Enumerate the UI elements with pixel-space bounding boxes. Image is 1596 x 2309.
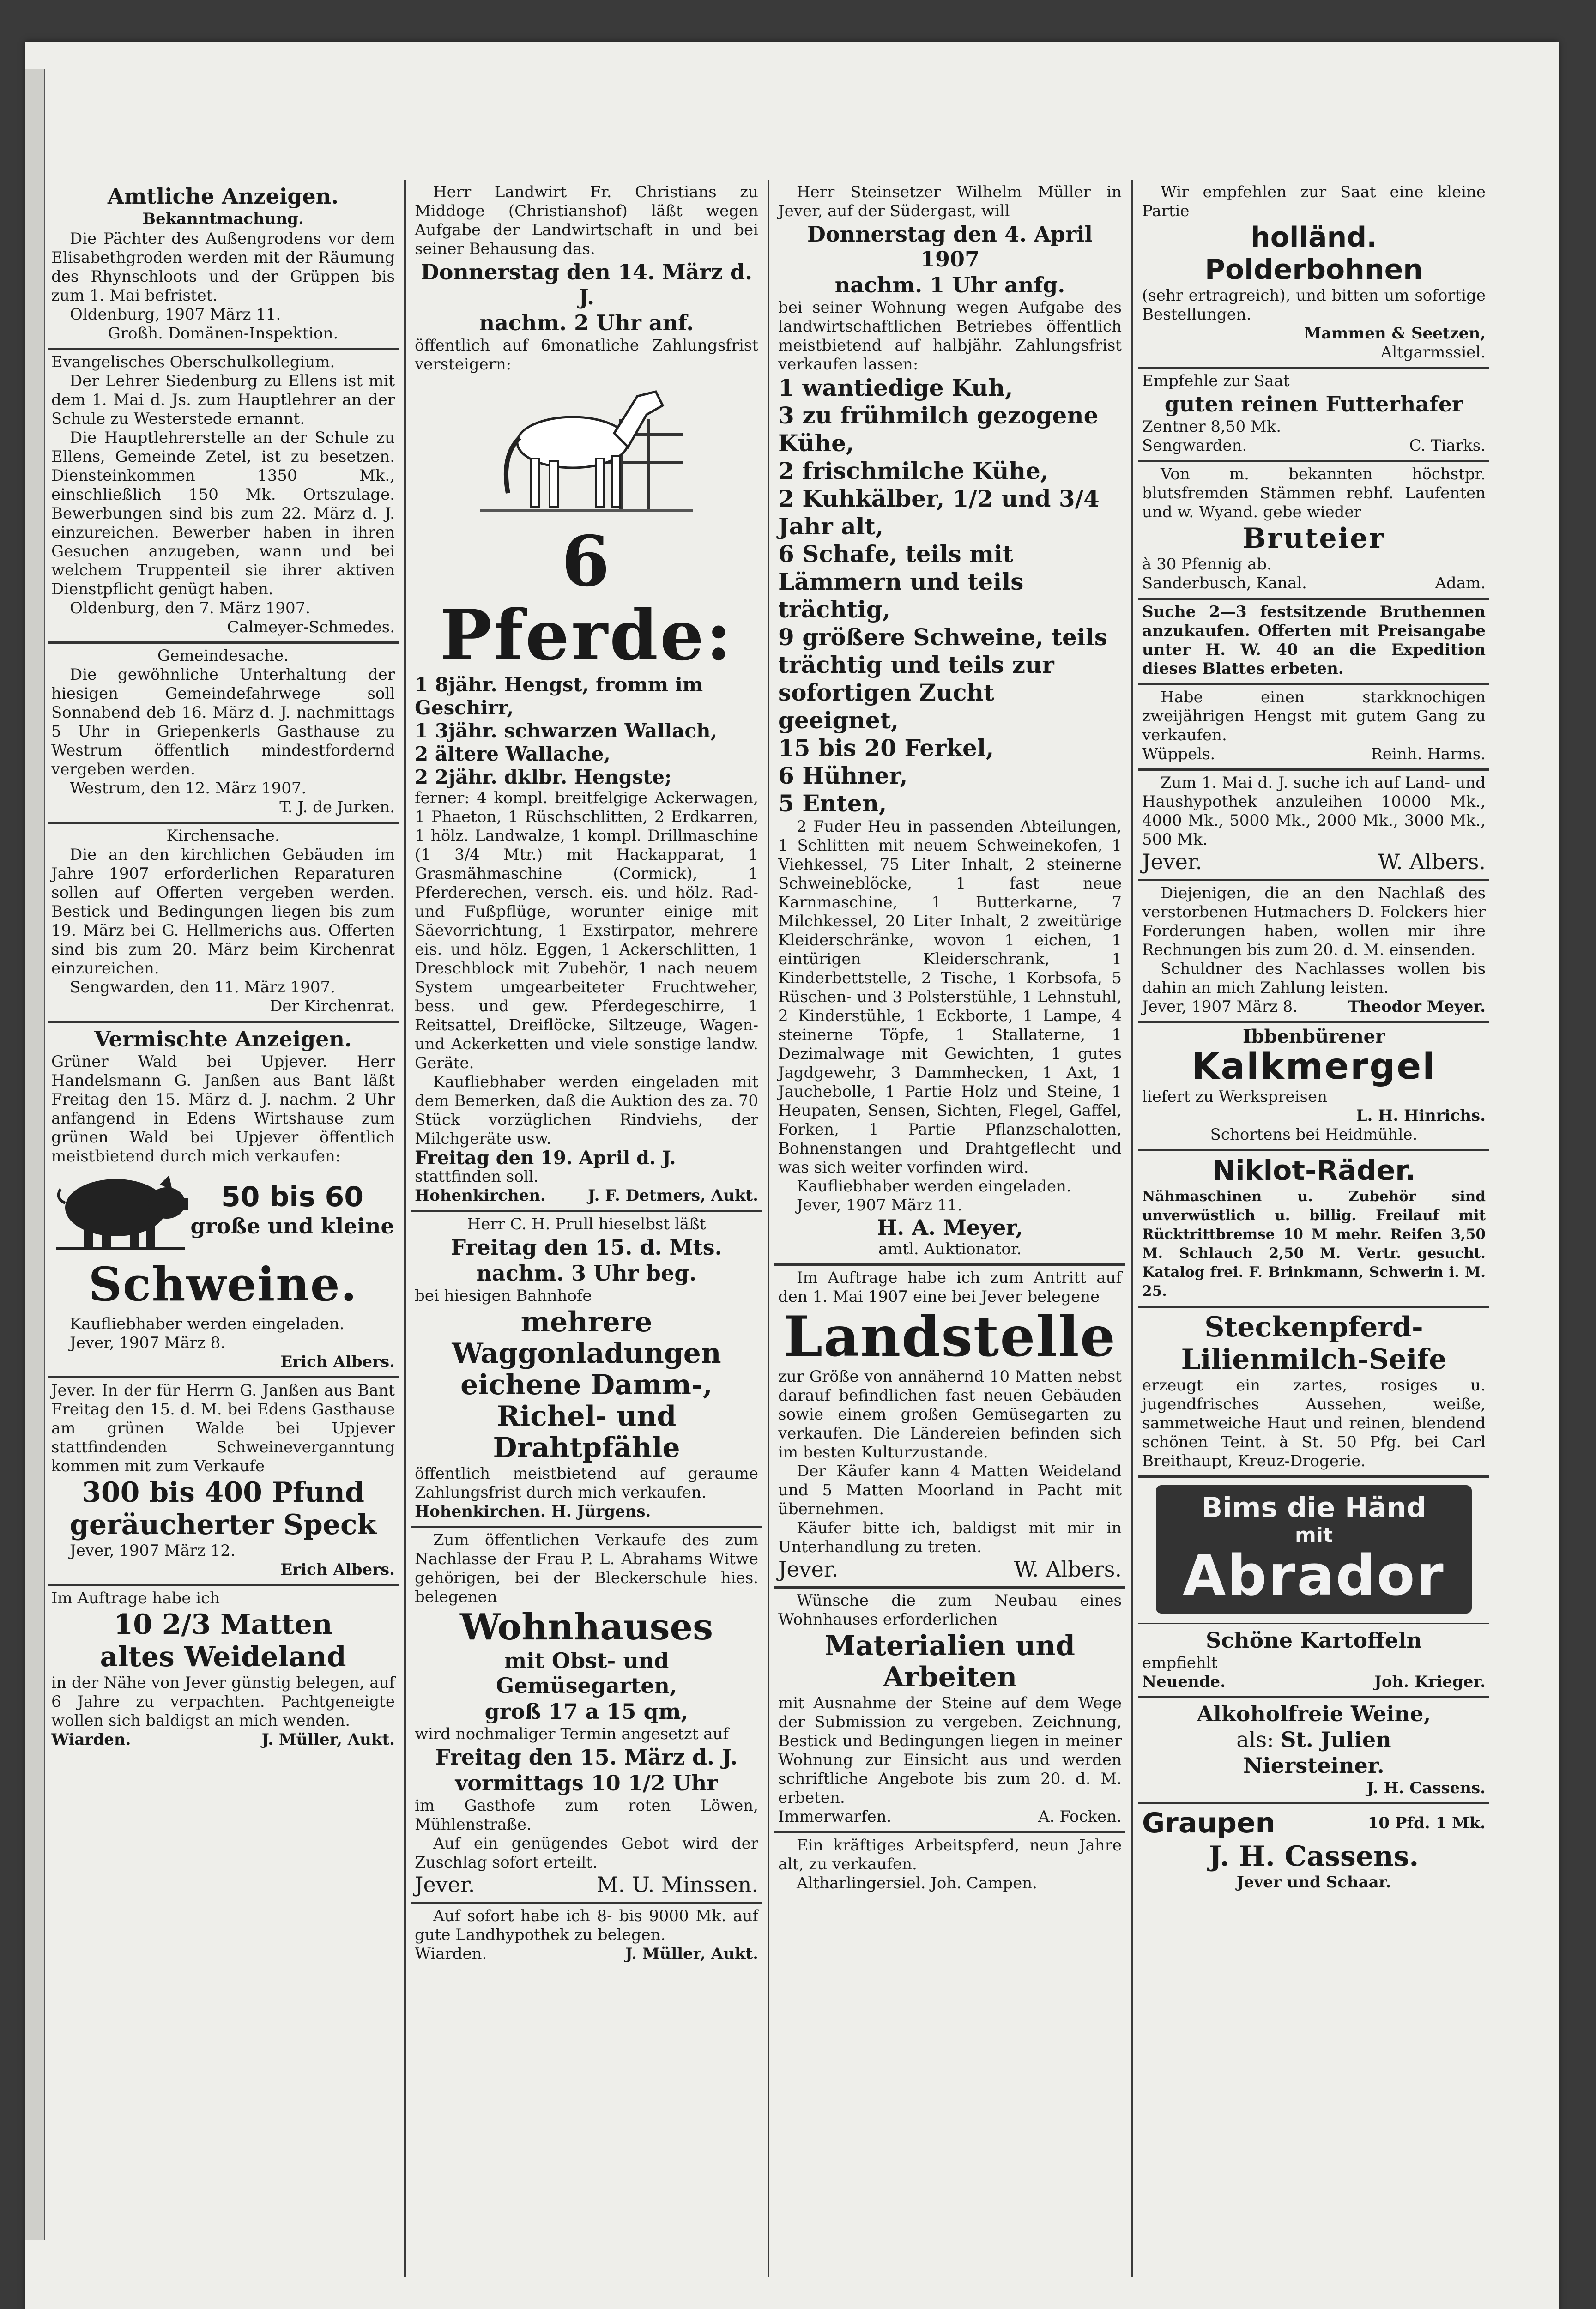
ad-big-title: Lilienmilch-Seife bbox=[1181, 1343, 1447, 1376]
ad-big-title: Niklot-Räder. bbox=[1212, 1154, 1416, 1187]
ad-signature-row bbox=[778, 1807, 1122, 1826]
ad-sizes: große und kleine bbox=[190, 1214, 394, 1239]
ad-big-title: Steckenpferd- bbox=[1204, 1311, 1423, 1343]
ad-date: Jever, 1907 März 8. bbox=[1142, 997, 1298, 1016]
list-item: 15 bis 20 Ferkel, bbox=[778, 734, 994, 762]
ad-signature-row bbox=[51, 1730, 395, 1749]
ad-date: Freitag den 15. März d. J. bbox=[435, 1745, 738, 1770]
ad-date: Jever, 1907 März 8. bbox=[70, 1334, 226, 1352]
ad-wohnhaus bbox=[411, 1528, 762, 1904]
ad-text: ferner: 4 kompl. breitfelgige Ackerwagen, 1 Phaeton, 1 Rüschschlitten, 2 Erdkarren, 1 hölz. Landwalze, 1 kompl. Drillmaschine (1 3/4 Mtr.) mit Hackapparat, 1 Grasmähmaschine (Cormick), 1 Pferderechen, versch. eis. und hölz. Rad- und Fußpflüge, worunter einige mit Säevorrichtung, 1 Exstirpator, mehrere eis. und hölz. Eggen, 1 Ackerschlitten, 1 Dreschblock mit Zubehör, 1 nach neuem System umgearbeiteter Fruchtweher, bess. und gew. Pferdegeschirre, 1 Reitsattel, Dreiflöcke, Siltzeuge, Wagen- und Ackerketten und viele sonstige landw. Geräte. bbox=[415, 789, 758, 1072]
ad-place: Neuende. bbox=[1142, 1673, 1226, 1691]
list-item: 6 Schafe, teils mit Lämmern und teils trächtig, bbox=[778, 540, 1024, 623]
ad-text: bei seiner Wohnung wegen Aufgabe des landwirtschaftlichen Betriebes öffentlich meistbietend auf halbjähr. Zahlungsfrist verkaufen lassen: bbox=[778, 298, 1122, 374]
section-head: Vermischte Anzeigen. bbox=[94, 1027, 352, 1052]
ad-sign: Theodor Meyer. bbox=[1348, 997, 1486, 1016]
ad-big-title: 10 2/3 Matten bbox=[114, 1608, 332, 1641]
ad-text: Auf ein genügendes Gebot wird der Zuschlag sofort erteilt. bbox=[415, 1834, 758, 1872]
ad-big-title: Niersteiner. bbox=[1243, 1753, 1384, 1778]
list-item: 5 Enten, bbox=[778, 790, 887, 817]
ad-place: Wiarden. bbox=[51, 1730, 131, 1749]
list-item: 2 frischmilche Kühe, bbox=[778, 457, 1049, 484]
ad-text: Diejenigen, die an den Nachlaß des verstorbenen Hutmachers D. Folckers hier Forderungen haben, wollen mir ihre Rechnungen bis zum 20. d. M. einsenden. bbox=[1142, 884, 1486, 959]
ad-date: Freitag den 15. d. Mts. bbox=[451, 1235, 722, 1260]
ad-place: Hohenkirchen. bbox=[415, 1186, 546, 1205]
ad-text: Empfehle zur Saat bbox=[1142, 372, 1290, 390]
ad-futterhafer bbox=[1138, 369, 1489, 462]
ad-sign: W. Albers. bbox=[1014, 1557, 1122, 1582]
ad-sign: J. F. Detmers, Aukt. bbox=[588, 1186, 758, 1205]
ad-alkoholfreie-weine bbox=[1138, 1698, 1489, 1804]
ad-place: Jever. bbox=[1142, 849, 1203, 874]
list-item: 6 Hühner, bbox=[778, 762, 908, 789]
logo-line: Bims die Händ bbox=[1201, 1492, 1427, 1524]
ad-schweine bbox=[48, 1023, 399, 1378]
ad-text: empfiehlt bbox=[1142, 1654, 1218, 1672]
ad-sign: L. H. Hinrichs. bbox=[1356, 1106, 1486, 1125]
column-1 bbox=[48, 180, 399, 2286]
ad-text: Suche 2—3 festsitzende Bruthennen anzukaufen. Offerten mit Preisangabe unter H. W. 40 an die Expedition dieses Blattes erbeten. bbox=[1142, 603, 1486, 678]
ad-time: nachm. 1 Uhr anfg. bbox=[834, 272, 1065, 297]
ad-text: Nähmaschinen u. Zubehör sind unverwüstlich u. billig. Freilauf mit Rücktrittbremse 10 M mehr. Reifen 3,50 M. Schlauch 2,50 M. Vertr. gesucht. Katalog frei. F. Brinkmann, Schwerin i. M. 25. bbox=[1142, 1188, 1486, 1300]
ad-text: Grüner Wald bei Upjever. Herr Handelsmann G. Janßen aus Bant läßt Freitag den 15. März d. J. nachm. 2 Uhr anfangend in Edens Wirtshause zum grünen Wald bei Upjever öffentlich meistbietend durch mich verkaufen: bbox=[51, 1052, 395, 1166]
ad-text: Käufer bitte ich, baldigst mit mir in Unterhandlung zu treten. bbox=[778, 1519, 1122, 1556]
ad-date: Jever, 1907 März 11. bbox=[797, 1196, 962, 1215]
ad-title: Bekanntmachung. bbox=[142, 210, 304, 228]
ad-big-title: Schweine. bbox=[88, 1257, 358, 1312]
ad-sign: Mammen & Seetzen, bbox=[1304, 324, 1486, 343]
ad-landstelle bbox=[774, 1266, 1125, 1589]
graupen-row bbox=[1142, 1807, 1486, 1840]
abrador-logo bbox=[1156, 1485, 1472, 1614]
ad-size: groß 17 a 15 qm, bbox=[484, 1699, 689, 1724]
logo-line: mit bbox=[1295, 1523, 1333, 1547]
ad-text: Im Auftrage habe ich zum Antritt auf den 1. Mai 1907 eine bei Jever belegene bbox=[778, 1269, 1122, 1306]
list-item: 3 zu frühmilch gezogene Kühe, bbox=[778, 402, 1099, 457]
ad-text: Von m. bekannten höchstpr. blutsfremden Stämmen rebhf. Laufenten und w. Wyand. gebe wieder bbox=[1142, 465, 1486, 521]
ad-place: Immerwarfen. bbox=[778, 1807, 892, 1826]
ad-signature-row bbox=[1142, 997, 1486, 1016]
ad-text: stattfinden soll. bbox=[415, 1167, 539, 1186]
ad-text: Zum öffentlichen Verkaufe des zum Nachlasse der Frau P. L. Abrahams Witwe gehörigen, bei der Bleckerschule hies. belegenen bbox=[415, 1531, 758, 1606]
ad-text: mit Ausnahme der Steine auf dem Wege der Submission zu vergeben. Zeichnung, Bestick und Bedingungen liegen in meiner Wohnung zur Einsicht aus und werden schriftliche Angebote bis zum 20. d. M. erbeten. bbox=[778, 1694, 1122, 1807]
ad-text bbox=[1142, 1727, 1486, 1752]
ad-big-title: Alkoholfreie Weine, bbox=[1197, 1701, 1431, 1726]
ad-place: Sengwarden. bbox=[1142, 436, 1247, 455]
ad-sign: Großh. Domänen-Inspektion. bbox=[108, 324, 339, 343]
adjacent-page-edge bbox=[25, 69, 45, 2240]
ad-signature-row bbox=[1142, 574, 1486, 593]
ad-date: Freitag den 19. April d. J. bbox=[415, 1147, 676, 1169]
ad-date: Sengwarden, den 11. März 1907. bbox=[70, 978, 335, 997]
ad-text: Wünsche die zum Neubau eines Wohnhauses erforderlichen bbox=[778, 1591, 1122, 1629]
ad-text: Herr C. H. Prull hieselbst läßt bbox=[467, 1215, 706, 1233]
horse-list bbox=[415, 673, 758, 789]
ad-oberschulkollegium bbox=[48, 350, 399, 644]
list-item: 2 ältere Wallache, bbox=[415, 743, 611, 765]
ad-sign: Erich Albers. bbox=[280, 1560, 395, 1579]
ad-price: à 30 Pfennig ab. bbox=[1142, 555, 1272, 574]
ad-text: Auf sofort habe ich 8- bis 9000 Mk. auf gute Landhypothek zu belegen. bbox=[415, 1907, 758, 1944]
ad-speck bbox=[48, 1378, 399, 1586]
ad-sign: Hohenkirchen. H. Jürgens. bbox=[415, 1502, 651, 1521]
ad-subtitle: mit Obst- und Gemüsegarten, bbox=[496, 1648, 677, 1698]
ad-text: Wir empfehlen zur Saat eine kleine Partie bbox=[1142, 183, 1486, 220]
ad-text: Ein kräftiges Arbeitspferd, neun Jahre alt, zu verkaufen. bbox=[778, 1836, 1122, 1874]
ad-bruteier bbox=[1138, 462, 1489, 600]
ad-text: Zum 1. Mai d. J. suche ich auf Land- und Haushypothek anzuleihen 10000 Mk., 4000 Mk., 5000 Mk., 2000 Mk., 3000 Mk., 500 Mk. bbox=[1142, 774, 1486, 849]
ad-date: Oldenburg, den 7. März 1907. bbox=[70, 599, 311, 617]
ad-signature-row bbox=[415, 1186, 758, 1205]
ad-text: Kaufliebhaber werden eingeladen. bbox=[70, 1315, 345, 1333]
ad-place: Jever. bbox=[778, 1557, 839, 1582]
ad-place: Jever. bbox=[415, 1872, 475, 1897]
ad-signature-row bbox=[415, 1872, 758, 1897]
ad-kalkmergel bbox=[1138, 1023, 1489, 1151]
column-2 bbox=[411, 180, 762, 2286]
ad-date: Oldenburg, 1907 März 11. bbox=[70, 305, 281, 324]
ad-big-title: altes Weideland bbox=[100, 1641, 346, 1673]
ad-big-title: 6 Pferde: bbox=[440, 521, 733, 676]
ad-text: Im Auftrage habe ich bbox=[51, 1589, 220, 1608]
ad-sign: W. Albers. bbox=[1378, 849, 1486, 874]
ad-sign: Reinh. Harms. bbox=[1371, 745, 1486, 763]
ad-text: bei hiesigen Bahnhofe bbox=[415, 1287, 592, 1305]
ad-text: Habe einen starkknochigen zweijährigen Hengst mit gutem Gang zu verkaufen. bbox=[1142, 688, 1486, 744]
ad-sign: Altharlingersiel. Joh. Campen. bbox=[797, 1874, 1037, 1892]
ad-text: Die an den kirchlichen Gebäuden im Jahre 1907 erforderlichen Reparaturen sollen auf Offerten vergeben werden. Bestick und Bedingungen liegen bis zum 19. März bei G. Hellmerichs aus. Offerten sind bis zum 20. März beim Kirchenrat einzureichen. bbox=[51, 846, 395, 978]
ad-kartoffeln bbox=[1138, 1624, 1489, 1698]
ad-text: öffentlich meistbietend auf geraume Zahlungsfrist durch mich verkaufen. bbox=[415, 1464, 758, 1502]
ad-place: Jever und Schaar. bbox=[1236, 1873, 1391, 1892]
ad-text: Ibbenbürener bbox=[1242, 1026, 1385, 1047]
ad-signature-row bbox=[1142, 1673, 1486, 1692]
ad-text: erzeugt ein zartes, rosiges u. jugendfrisches Aussehen, weiße, sammetweiche Haut und reinen, blendend schönen Teint. à St. 50 Pfg. bei Carl Breithaupt, Kreuz-Drogerie. bbox=[1142, 1376, 1486, 1470]
section-head: Amtliche Anzeigen. bbox=[107, 184, 339, 209]
ad-sign: T. J. de Jurken. bbox=[279, 798, 395, 816]
pig-illustration-row bbox=[51, 1166, 395, 1254]
ad-text: liefert zu Werkspreisen bbox=[1142, 1088, 1327, 1106]
ad-weideland bbox=[48, 1586, 399, 1754]
ad-count: 50 bis 60 bbox=[221, 1181, 363, 1213]
ad-date: Westrum, den 12. März 1907. bbox=[70, 779, 307, 798]
ad-time: vormittags 10 1/2 Uhr bbox=[455, 1771, 718, 1795]
ad-arbeitspferd bbox=[774, 1833, 1125, 1898]
ad-bekanntmachung bbox=[48, 180, 399, 350]
ad-kirchensache bbox=[48, 824, 399, 1023]
column-rule bbox=[404, 180, 406, 2277]
ad-place: Sanderbusch, Kanal. bbox=[1142, 574, 1307, 592]
ad-pferde-auktion bbox=[411, 180, 762, 1212]
ad-bruthennen bbox=[1138, 600, 1489, 685]
ad-title: Kirchensache. bbox=[166, 827, 280, 845]
ad-text: Der Lehrer Siedenburg zu Ellens ist mit dem 1. Mai d. Js. zum Hauptlehrer an der Schule zu Westerstede ernannt. bbox=[51, 372, 395, 428]
list-item: 2 Kuhkälber, 1/2 und 3/4 Jahr alt, bbox=[778, 485, 1100, 540]
ad-big-title: Wohnhauses bbox=[459, 1606, 713, 1648]
ad-materialien bbox=[774, 1589, 1125, 1833]
ad-gemeindesache bbox=[48, 644, 399, 824]
ad-signature-row bbox=[778, 1557, 1122, 1582]
ad-sign: J. Müller, Aukt. bbox=[261, 1730, 395, 1749]
ad-text: Die gewöhnliche Unterhaltung der hiesigen Gemeindefahrwege soll Sonnabend deb 16. März d. J. nachmittags 5 Uhr in Griepenkerls Gasthause zu Westrum öffentlich mindestfordernd vergeben werden. bbox=[51, 665, 395, 779]
list-item: 1 wantiedige Kuh, bbox=[778, 374, 1013, 401]
list-item: 1 3jähr. schwarzen Wallach, bbox=[415, 719, 718, 742]
ad-sign: Erich Albers. bbox=[280, 1353, 395, 1371]
pig-icon bbox=[51, 1166, 190, 1254]
ad-graupen bbox=[1138, 1804, 1489, 1897]
ad-title: Gemeindesache. bbox=[157, 647, 289, 665]
ad-sign-title: amtl. Auktionator. bbox=[878, 1240, 1022, 1258]
ad-geld-gesucht bbox=[1138, 771, 1489, 881]
ad-text: 2 Fuder Heu in passenden Abteilungen, 1 Schlitten mit neuem Schweinekofen, 1 Viehkessel, 75 Liter Inhalt, 2 steinerne Schweineblöcke, 1 fast neue Karnmaschine, 1 Butterkarne, 7 Milchkessel, 20 Liter Inhalt, 2 zweitürige Kleiderschränke, wovon 1 eichen, 1 eintürigen Kleiderschrank, 1 Kinderbettstelle, 2 Tische, 1 Korbsofa, 5 Rüschen- und 3 Polsterstühle, 1 Lehnstuhl, 2 Kinderstühle, 1 Eckborte, 1 Lampe, 4 steinerne Töpfe, 1 Stallaterne, 1 Dezimalwage mit Gewichten, 1 gutes Jagdgewehr, 3 Dammhecken, 1 Axt, 1 Jauchebolle, 1 Partie Holz und Steine, 1 Heupaten, Sensen, Sichten, Flegel, Gaffel, Forken, 1 Partie Pflanzschalotten, Bohnenstangen und Drahtgeflecht und was sich weiter vorfinden wird. bbox=[778, 817, 1122, 1177]
ad-sign: H. A. Meyer, bbox=[877, 1215, 1023, 1240]
ad-place: Wiarden. bbox=[415, 1945, 487, 1963]
ad-text: Herr Steinsetzer Wilhelm Müller in Jever, auf der Südergast, will bbox=[778, 183, 1122, 220]
ad-text: im Gasthofe zum roten Löwen, Mühlenstraße. bbox=[415, 1796, 758, 1834]
ad-sign: M. U. Minssen. bbox=[596, 1872, 758, 1897]
ad-big-title: St. Julien bbox=[1281, 1727, 1391, 1752]
ad-big-title: mehrere Waggonladungen eichene Damm-, Richel- und Drahtpfähle bbox=[452, 1306, 721, 1464]
newspaper-page bbox=[25, 42, 1559, 2309]
column-rule bbox=[1131, 180, 1133, 2277]
ad-signature-row bbox=[1142, 849, 1486, 874]
column-4 bbox=[1138, 180, 1489, 2286]
ad-big-title: geräucherter Speck bbox=[69, 1509, 377, 1541]
ad-big-title: holländ. bbox=[1250, 221, 1377, 254]
ad-text: Schuldner des Nachlasses wollen bis dahin an mich Zahlung leisten. bbox=[1142, 960, 1486, 997]
ad-steckenpferd-seife bbox=[1138, 1308, 1489, 1478]
ad-text: Kaufliebhaber werden eingeladen mit dem Bemerken, daß die Auktion des za. 70 Stück vorzüglichen Rindviehs, der Milchgeräte usw. bbox=[415, 1073, 758, 1148]
ad-text: als: bbox=[1236, 1727, 1274, 1752]
ad-hengst bbox=[1138, 685, 1489, 771]
ad-big-title: Materialien und Arbeiten bbox=[825, 1630, 1075, 1693]
column-3 bbox=[774, 180, 1125, 2286]
logo-line: Abrador bbox=[1183, 1544, 1445, 1608]
ad-big-title: Graupen bbox=[1142, 1807, 1276, 1839]
ad-place: Wüppels. bbox=[1142, 745, 1215, 763]
livestock-list bbox=[778, 374, 1122, 817]
ad-sign: C. Tiarks. bbox=[1409, 436, 1486, 455]
ad-abrador bbox=[1138, 1478, 1489, 1624]
ad-date: Donnerstag den 4. April 1907 bbox=[807, 222, 1093, 272]
ad-text: Die Hauptlehrerstelle an der Schule zu Ellens, Gemeinde Zetel, ist zu besetzen. Diensteinkommen 1350 Mk., einschließlich 150 Mk. Ortszulage. Bewerbungen sind bis zum 22. März d. J. einzureichen. Bewerber haben in ihren Gesuchen anzugeben, wann und bei welchem Truppenteil sie ihrer aktiven Dienstpflicht genügt haben. bbox=[51, 429, 395, 598]
ad-place: Altgarmssiel. bbox=[1380, 343, 1486, 362]
ad-sign: Der Kirchenrat. bbox=[270, 997, 395, 1015]
horse-illustration bbox=[415, 378, 758, 521]
ad-sign: Calmeyer-Schmedes. bbox=[227, 618, 395, 636]
ad-text: in der Nähe von Jever günstig belegen, auf 6 Jahre zu verpachten. Pachtgeneigte wollen sich baldigst an mich wenden. bbox=[51, 1674, 395, 1730]
ad-big-title: Kalkmergel bbox=[1191, 1046, 1436, 1088]
ad-date: Jever, 1907 März 12. bbox=[70, 1541, 236, 1560]
ad-sign: A. Focken. bbox=[1038, 1807, 1122, 1826]
ad-big-title: Bruteier bbox=[1242, 522, 1385, 555]
ad-price: 10 Pfd. 1 Mk. bbox=[1367, 1813, 1486, 1832]
ad-text: Die Pächter des Außengrodens vor dem Elisabethgroden werden mit der Räumung des Rhynschloots und der Grüppen bis zum 1. Mai befristet. bbox=[51, 230, 395, 305]
ad-big-title: 300 bis 400 Pfund bbox=[82, 1476, 364, 1509]
column-rule bbox=[768, 180, 769, 2277]
ad-text: Herr Landwirt Fr. Christians zu Middoge (Christianshof) läßt wegen Aufgabe der Landwirtschaft in und bei seiner Behausung das. bbox=[415, 183, 758, 258]
ad-signature-row bbox=[1142, 745, 1486, 764]
ad-text: wird nochmaliger Termin angesetzt auf bbox=[415, 1725, 729, 1743]
ad-vieh-auktion bbox=[774, 180, 1125, 1266]
ad-title: Evangelisches Oberschulkollegium. bbox=[51, 353, 335, 371]
ad-place: Schortens bei Heidmühle. bbox=[1210, 1125, 1418, 1144]
ad-signature-row bbox=[1142, 436, 1486, 455]
ad-sign: J. H. Cassens. bbox=[1209, 1840, 1419, 1873]
ad-big-title: Landstelle bbox=[783, 1304, 1117, 1369]
ad-sign: J. Müller, Aukt. bbox=[625, 1945, 758, 1963]
list-item: 1 8jähr. Hengst, fromm im Geschirr, bbox=[415, 673, 703, 719]
ad-hypothek bbox=[411, 1904, 762, 1968]
horse-icon bbox=[480, 378, 693, 516]
ad-date: Donnerstag den 14. März d. J. bbox=[420, 260, 753, 309]
ad-text: Jever. In der für Herrn G. Janßen aus Bant Freitag den 15. d. M. bei Edens Gasthause am grünen Walde bei Upjever stattfindenden Schweineverganntung kommen mit zum Verkaufe bbox=[51, 1381, 395, 1475]
ad-big-title: Schöne Kartoffeln bbox=[1206, 1628, 1422, 1653]
ad-text: Kaufliebhaber werden eingeladen. bbox=[797, 1177, 1071, 1196]
ad-polderbohnen bbox=[1138, 180, 1489, 369]
ad-text: Der Käufer kann 4 Matten Weideland und 5 Matten Moorland in Pacht mit übernehmen. bbox=[778, 1462, 1122, 1518]
ad-signature-row bbox=[415, 1945, 758, 1964]
ad-text: öffentlich auf 6monatliche Zahlungsfrist versteigern: bbox=[415, 336, 758, 374]
ad-time: nachm. 2 Uhr anf. bbox=[479, 310, 694, 335]
ad-sign: Adam. bbox=[1435, 574, 1486, 592]
list-item: 9 größere Schweine, teils trächtig und teils zur sofortigen Zucht geeignet, bbox=[778, 623, 1107, 734]
ad-text: zur Größe von annähernd 10 Matten nebst darauf befindlichen fast neuen Gebäuden sowie einem großen Gemüsegarten zu verkaufen. Die Ländereien befinden sich im besten Kulturzustande. bbox=[778, 1367, 1122, 1462]
ad-text: (sehr ertragreich), und bitten um sofortige Bestellungen. bbox=[1142, 286, 1486, 324]
ad-nachlass bbox=[1138, 881, 1489, 1023]
ad-big-title: Polderbohnen bbox=[1204, 254, 1423, 286]
list-item: 2 2jähr. dklbr. Hengste; bbox=[415, 766, 672, 788]
ad-sign: Joh. Krieger. bbox=[1374, 1673, 1486, 1691]
ad-sign: J. H. Cassens. bbox=[1366, 1779, 1486, 1797]
ad-big-title: guten reinen Futterhafer bbox=[1164, 392, 1463, 417]
ad-time: nachm. 3 Uhr beg. bbox=[476, 1261, 697, 1286]
ad-price: Zentner 8,50 Mk. bbox=[1142, 417, 1282, 436]
ad-pfaehle bbox=[411, 1212, 762, 1528]
ad-niklot-raeder bbox=[1138, 1151, 1489, 1308]
